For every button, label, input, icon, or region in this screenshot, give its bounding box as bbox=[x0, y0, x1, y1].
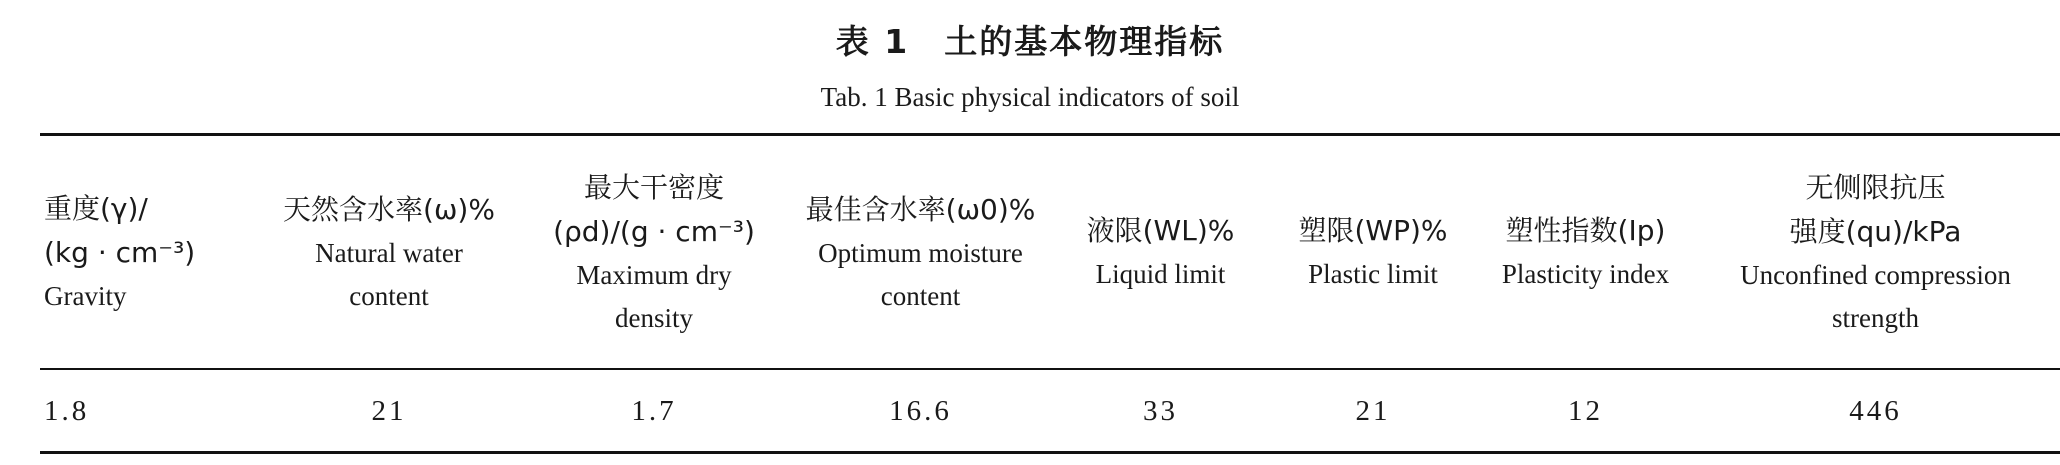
table-title-cn: 表 1 土的基本物理指标 bbox=[835, 22, 1225, 61]
header-natural-water-content bbox=[258, 145, 520, 360]
header-max-dry-density-cn-1: 最大干密度 bbox=[583, 170, 724, 204]
header-unconfined-compression-cn-1: 无侧限抗压 bbox=[1805, 170, 1946, 204]
header-plastic-limit bbox=[1268, 145, 1478, 360]
value-unconfined-compression: 446 bbox=[1849, 394, 1902, 427]
value-liquid-limit: 33 bbox=[1143, 394, 1178, 427]
bottom-rule bbox=[40, 451, 2060, 454]
header-plastic-limit-en-1: Plastic limit bbox=[1308, 259, 1438, 289]
value-max-dry-density: 1.7 bbox=[631, 394, 677, 427]
header-gravity-cn-2: (kg · cm⁻³) bbox=[44, 236, 196, 269]
header-unconfined-compression-en-2: strength bbox=[1832, 302, 1919, 333]
header-natural-water-en-2: content bbox=[349, 280, 429, 311]
header-gravity-en-1: Gravity bbox=[44, 281, 127, 311]
header-plasticity-index-en-1: Plasticity index bbox=[1501, 259, 1670, 289]
header-unconfined-compression bbox=[1693, 145, 2058, 360]
header-max-dry-density-cn-2: (ρd)/(g · cm⁻³) bbox=[553, 214, 755, 248]
value-plastic-limit: 21 bbox=[1355, 394, 1391, 427]
top-rule bbox=[40, 133, 2060, 136]
header-natural-water-cn-1: 天然含水率(ω)% bbox=[283, 192, 495, 226]
header-unconfined-compression-en-1: Unconfined compression bbox=[1740, 259, 2011, 290]
header-liquid-limit bbox=[1058, 145, 1263, 360]
value-plasticity-index: 12 bbox=[1568, 394, 1603, 427]
header-optimum-moisture-en-2: content bbox=[880, 280, 961, 311]
value-optimum-moisture: 16.6 bbox=[889, 394, 952, 427]
value-gravity: 1.8 bbox=[44, 394, 90, 427]
header-gravity bbox=[44, 145, 254, 360]
header-natural-water-en-1: Natural water bbox=[315, 237, 463, 268]
header-liquid-limit-cn-1: 液限(WL)% bbox=[1086, 214, 1235, 247]
header-gravity-cn-1: 重度(γ)/ bbox=[44, 192, 148, 225]
header-rule bbox=[40, 368, 2060, 370]
header-max-dry-density-en-1: Maximum dry bbox=[576, 259, 732, 290]
header-max-dry-density-en-2: density bbox=[614, 302, 693, 333]
header-optimum-moisture-cn-1: 最佳含水率(ω0)% bbox=[805, 192, 1036, 226]
header-optimum-moisture-en-1: Optimum moisture bbox=[818, 237, 1023, 268]
header-unconfined-compression-cn-2: 强度(qu)/kPa bbox=[1789, 214, 1962, 248]
header-max-dry-density bbox=[525, 145, 783, 360]
header-plasticity-index bbox=[1483, 145, 1688, 360]
table-title-en: Tab. 1 Basic physical indicators of soil bbox=[820, 82, 1240, 112]
header-plastic-limit-cn-1: 塑限(WP)% bbox=[1298, 214, 1448, 247]
header-liquid-limit-en-1: Liquid limit bbox=[1095, 259, 1226, 289]
value-natural-water-content: 21 bbox=[371, 394, 407, 427]
header-plasticity-index-cn-1: 塑性指数(Ip) bbox=[1505, 214, 1666, 247]
header-optimum-moisture bbox=[788, 145, 1053, 360]
